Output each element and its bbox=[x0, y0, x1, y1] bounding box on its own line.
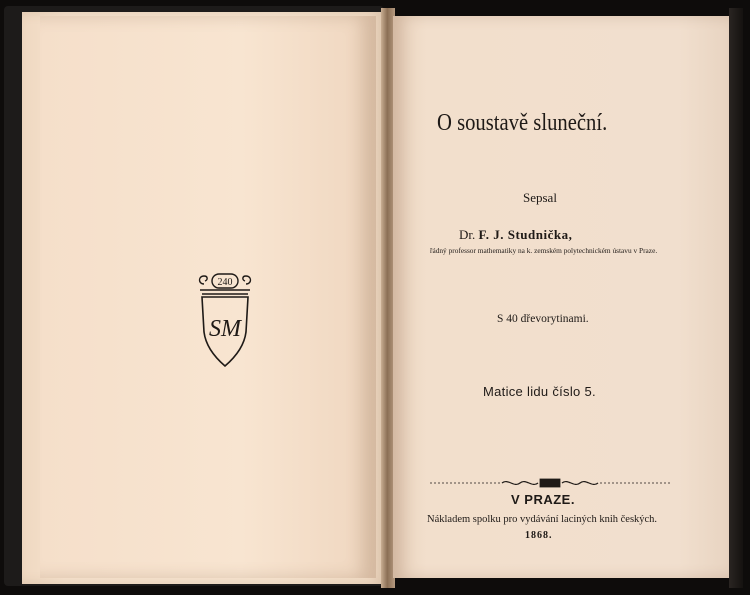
book-cover-right bbox=[729, 8, 743, 588]
ornament-divider-icon bbox=[430, 474, 670, 486]
imprint-year: 1868. bbox=[525, 530, 553, 541]
imprint-city: V PRAZE. bbox=[511, 492, 575, 507]
shield-monogram-icon bbox=[196, 270, 254, 370]
illustrations-note: S 40 dřevorytinami. bbox=[497, 313, 589, 325]
logo-number: 240 bbox=[217, 277, 233, 288]
publisher-logo bbox=[196, 270, 254, 370]
logo-monogram: SM bbox=[209, 316, 241, 342]
author-name: F. J. Studnička, bbox=[478, 227, 573, 242]
author-prefix: Dr. bbox=[459, 227, 476, 242]
imprint-publisher: Nákladem spolku pro vydávání laciných knih českých. bbox=[427, 514, 658, 525]
author-affiliation: řádný professor mathematiky na k. zemském polytechnickém ústavu v Praze. bbox=[430, 246, 658, 255]
byline-label: Sepsal bbox=[523, 190, 557, 205]
book-title: O soustavě sluneční. bbox=[437, 110, 608, 136]
series-label: Matice lidu číslo 5. bbox=[483, 384, 596, 399]
author-line bbox=[459, 227, 572, 243]
